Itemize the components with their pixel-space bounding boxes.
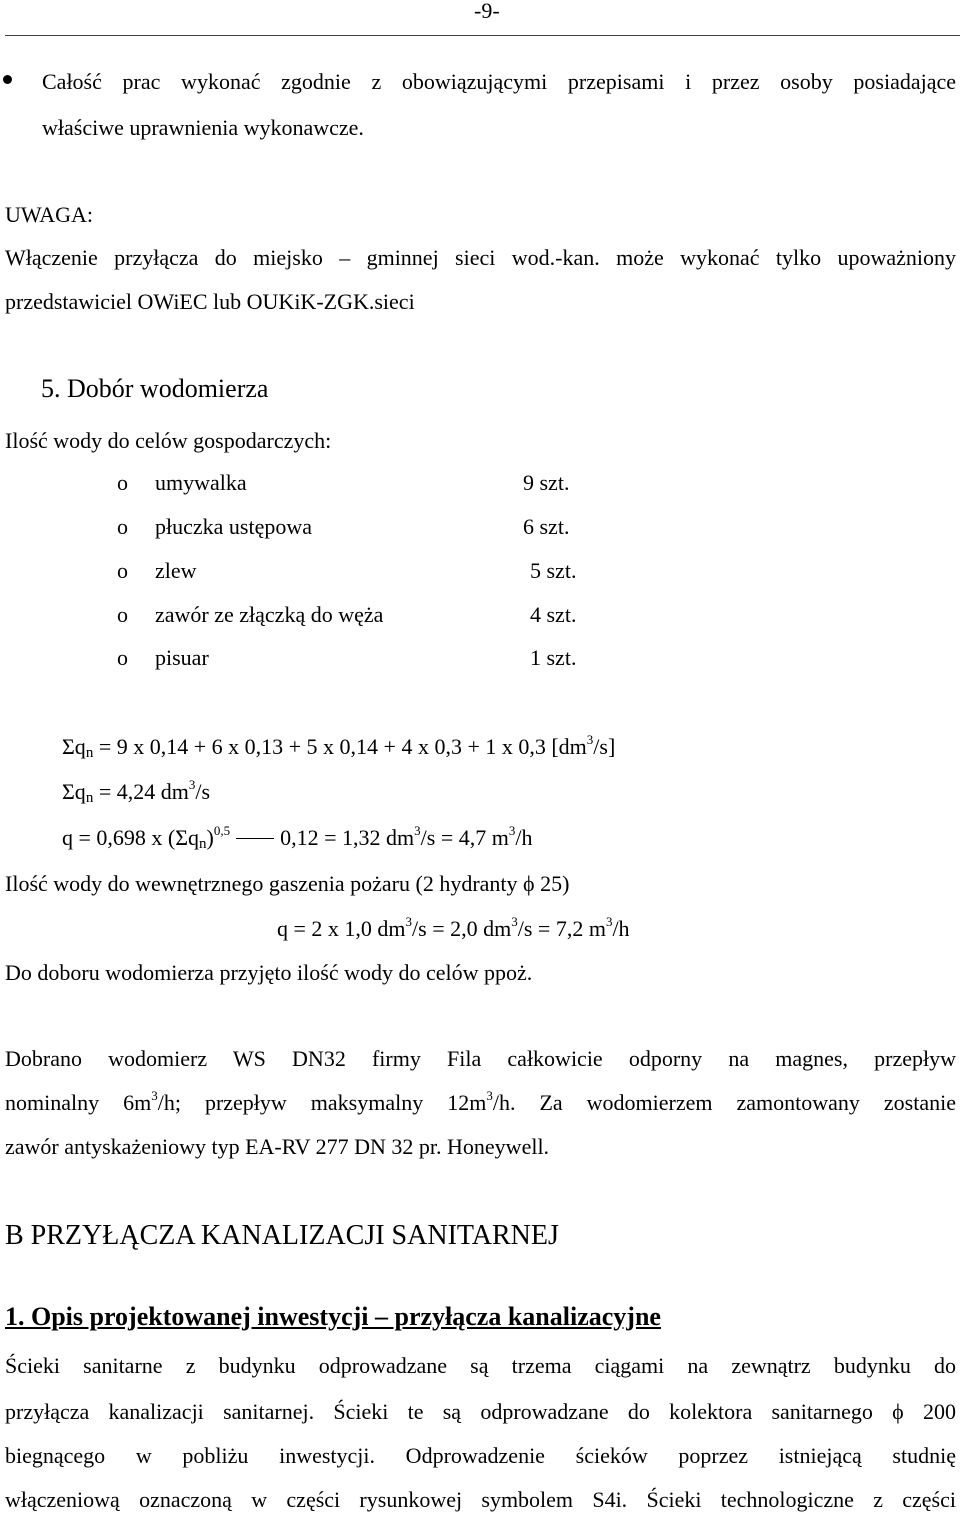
formula-sum-result: $\Sigma q_n = 4,24$ $dm^3/s$	[62, 776, 211, 806]
header-rule	[5, 35, 960, 36]
formula-design-flow: q = 0,698 x $(\Sigma q_n)^{0,5}$ 0,12 = 1,32 $dm^3/s = 4,7$ $m^3/h$	[62, 822, 533, 852]
paragraph-line-3: biegnącego w pobliżu inwestycji. Odprowadzenie ścieków poprzez istniejącą studnię	[5, 1443, 956, 1468]
list-bullet-icon: o	[117, 514, 128, 539]
fire-intro: Ilość wody do wewnętrznego gaszenia pożaru (2 hydranty ϕ 25)	[5, 871, 570, 896]
warning-line-1: Włączenie przyłącza do miejsko – gminnej sieci wod.-kan. może wykonać tylko upoważniony	[5, 245, 956, 270]
section-5-intro: Ilość wody do celów gospodarczych:	[5, 428, 332, 453]
formula-sum-flow: $\Sigma q_n = 9$ x 0,14 + 6 x 0,13 + 5 x 0,14 + 4 x 0,3 + 1 x 0,3 $[dm^3/s]$	[62, 731, 616, 761]
fixture-qty: 5 szt.	[530, 558, 577, 583]
fixture-qty: 9 szt.	[523, 470, 570, 495]
fire-formula: q = 2 x 1,0 $dm^3/s = 2,0$ $dm^3/s = 7,2$ $m^3/h$	[277, 913, 630, 941]
list-bullet-icon: o	[117, 602, 128, 627]
warning-title: UWAGA:	[5, 202, 93, 227]
paragraph-line-4: włączeniową oznaczoną w części rysunkowej symbolem S4i. Ścieki technologiczne z części	[5, 1487, 956, 1512]
page-number: -9-	[474, 0, 500, 23]
bullet-icon	[3, 75, 12, 84]
meter-line-1: Dobrano wodomierz WS DN32 firmy Fila całkowicie odporny na magnes, przepływ	[5, 1046, 956, 1071]
meter-line-3: zawór antyskażeniowy typ EA-RV 277 DN 32 pr. Honeywell.	[5, 1134, 550, 1159]
meter-line-2: nominalny $6m^3/h$; przepływ maksymalny $12m^3/h$. Za wodomierzem zamontowany zostanie	[5, 1087, 956, 1115]
fixture-qty: 1 szt.	[530, 645, 577, 670]
section-5-heading: 5. Dobór wodomierza	[41, 374, 269, 403]
fixture-qty: 4 szt.	[530, 602, 577, 627]
list-bullet-icon: o	[117, 470, 128, 495]
section-b-heading: B PRZYŁĄCZA KANALIZACJI SANITARNEJ	[5, 1220, 559, 1251]
dash-line	[236, 838, 274, 839]
paragraph-line-1: Ścieki sanitarne z budynku odprowadzane są trzema ciągami na zewnątrz budynku do	[5, 1353, 956, 1378]
fixture-name: zlew	[155, 558, 197, 583]
list-bullet-icon: o	[117, 645, 128, 670]
fixture-qty: 6 szt.	[523, 514, 570, 539]
fixture-name: zawór ze złączką do węża	[155, 602, 384, 627]
conclusion: Do doboru wodomierza przyjęto ilość wody do celów ppoż.	[5, 960, 533, 985]
bullet-text-line-2: właściwe uprawnienia wykonawcze.	[42, 115, 364, 140]
list-bullet-icon: o	[117, 558, 128, 583]
fixture-name: umywalka	[155, 470, 247, 495]
bullet-text-line-1: Całość prac wykonać zgodnie z obowiązującymi przepisami i przez osoby posiadające	[42, 69, 956, 94]
section-b-subheading: 1. Opis projektowanej inwestycji – przyłącza kanalizacyjne	[5, 1302, 661, 1331]
fixture-name: pisuar	[155, 645, 209, 670]
warning-line-2: przedstawiciel OWiEC lub OUKiK-ZGK.sieci	[5, 289, 415, 314]
fixture-name: płuczka ustępowa	[155, 514, 312, 539]
paragraph-line-2: przyłącza kanalizacji sanitarnej. Ścieki te są odprowadzane do kolektora sanitarnego ϕ 200	[5, 1399, 956, 1424]
